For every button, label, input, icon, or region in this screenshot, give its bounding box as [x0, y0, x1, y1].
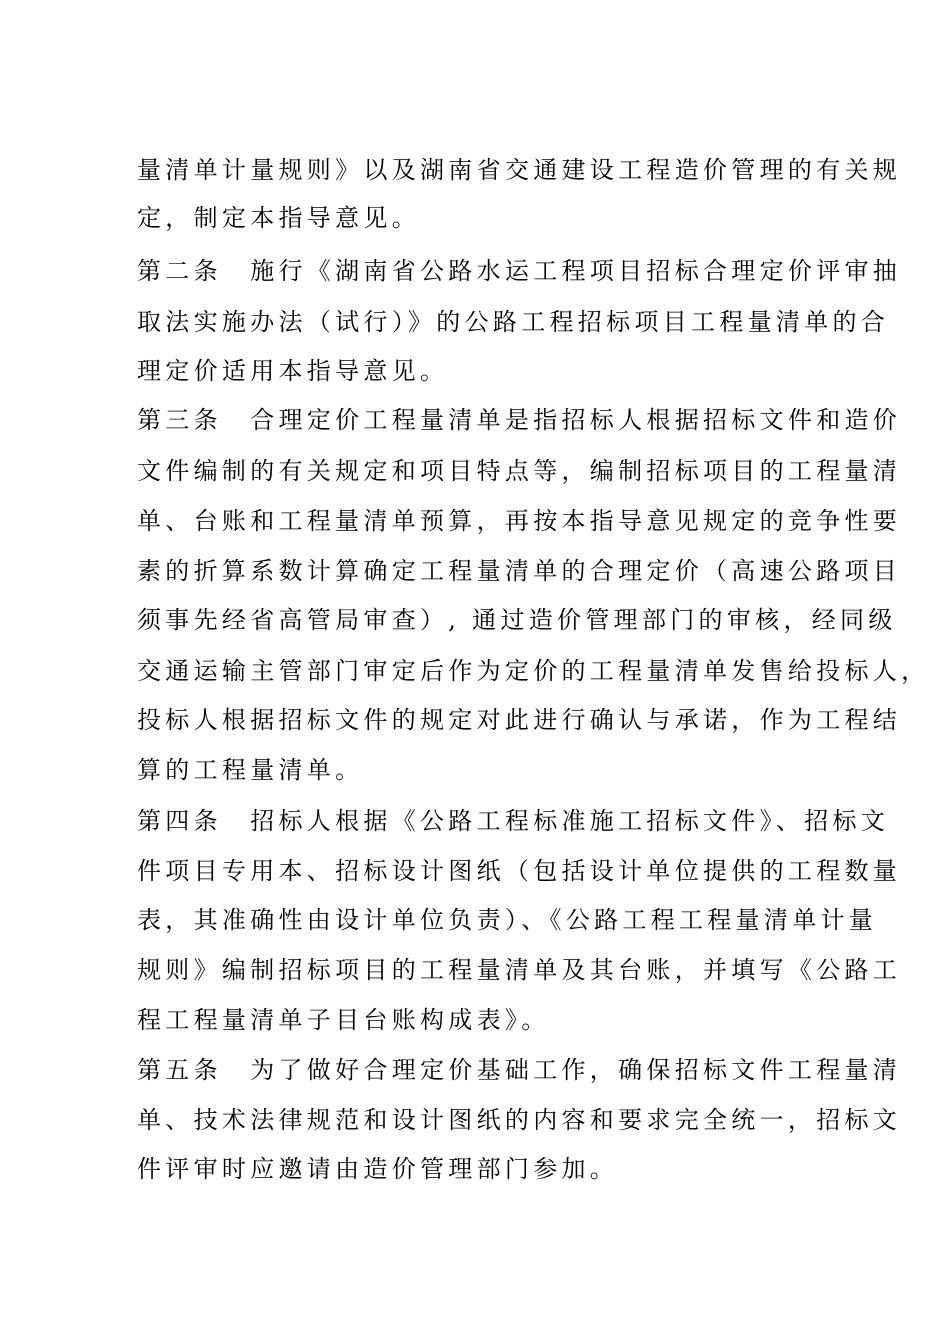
text-line: 表，其准确性由设计单位负责）、《公路工程工程量清单计量	[137, 906, 878, 934]
article-4-heading-line: 第四条 招标人根据《公路工程标准施工招标文件》、招标文	[137, 807, 890, 835]
text-line: 单、技术法律规范和设计图纸的内容和要求完全统一，招标文	[137, 1106, 902, 1134]
text-line: 量清单计量规则》以及湖南省交通建设工程造价管理的有关规	[137, 156, 902, 184]
text-line: 须事先经省高管局审查）, 通过造价管理部门的审核，经同级	[137, 606, 897, 634]
article-5-heading-line: 第五条 为了做好合理定价基础工作，确保招标文件工程量清	[137, 1056, 902, 1084]
text-line: 理定价适用本指导意见。	[137, 357, 449, 385]
text-line: 投标人根据招标文件的规定对此进行确认与承诺，作为工程结	[137, 706, 902, 734]
text-line: 交通运输主管部门审定后作为定价的工程量清单发售给投标人，	[137, 657, 930, 685]
text-line: 件项目专用本、招标设计图纸（包括设计单位提供的工程数量	[137, 857, 902, 885]
text-line: 素的折算系数计算确定工程量清单的合理定价（高速公路项目	[137, 557, 902, 585]
text-line: 定，制定本指导意见。	[137, 204, 420, 232]
text-line: 文件编制的有关规定和项目特点等，编制招标项目的工程量清	[137, 457, 902, 485]
article-2-heading-line: 第二条 施行《湖南省公路水运工程项目招标合理定价评审抽	[137, 257, 902, 285]
article-3-heading-line: 第三条 合理定价工程量清单是指招标人根据招标文件和造价	[137, 406, 902, 434]
text-line: 取法实施办法（试行）》的公路工程招标项目工程量清单的合	[137, 308, 890, 336]
text-line: 单、台账和工程量清单预算，再按本指导意见规定的竞争性要	[137, 507, 902, 535]
text-line: 件评审时应邀请由造价管理部门参加。	[137, 1155, 619, 1183]
text-line: 算的工程量清单。	[137, 756, 364, 784]
text-line: 程工程量清单子目台账构成表》。	[137, 1006, 550, 1034]
text-line: 规则》编制招标项目的工程量清单及其台账，并填写《公路工	[137, 956, 902, 984]
